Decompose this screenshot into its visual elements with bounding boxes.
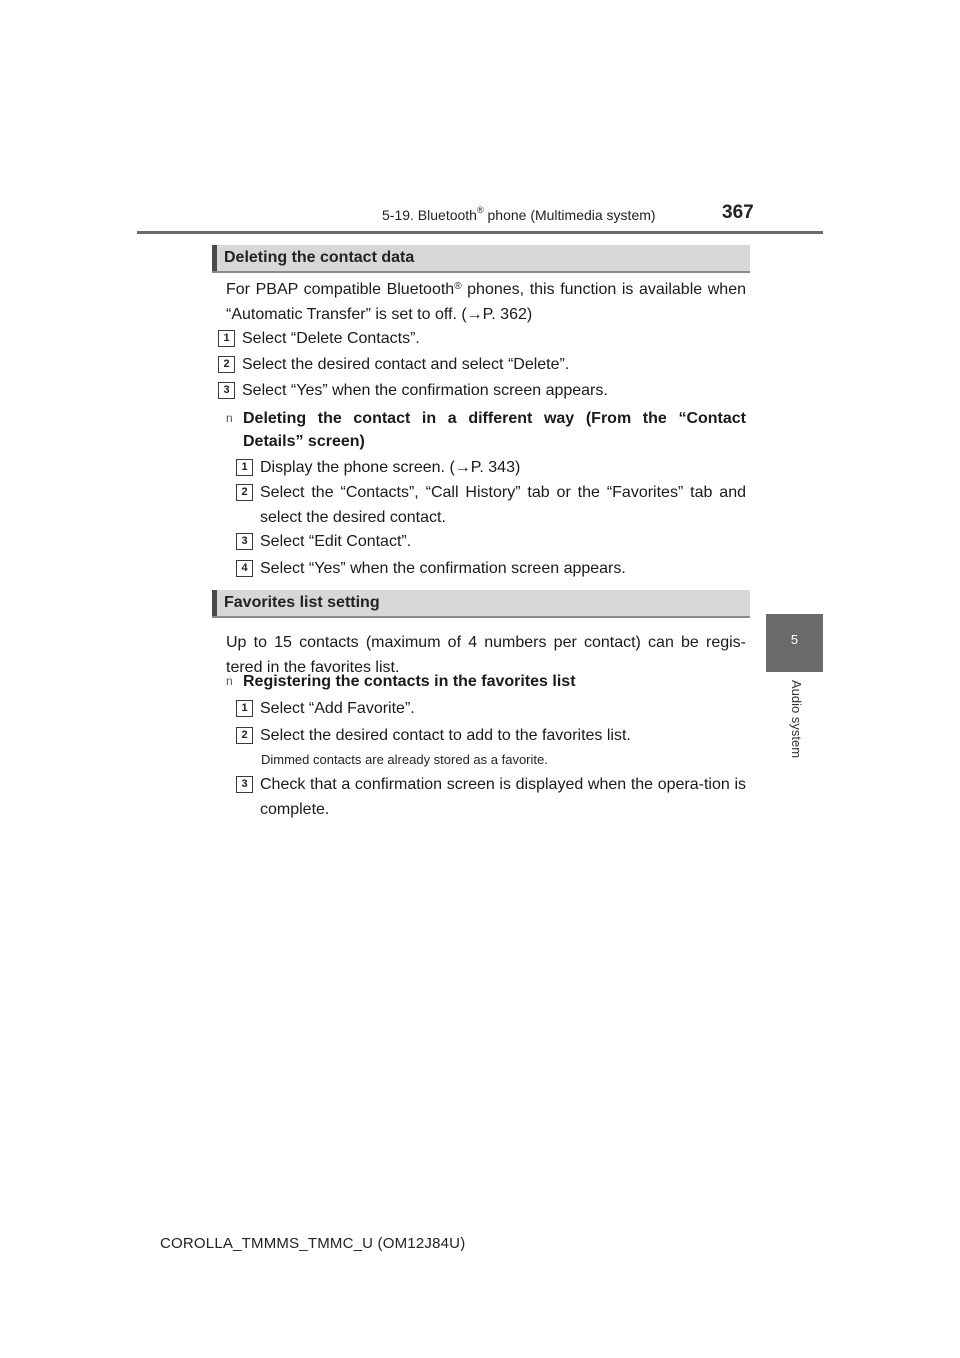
- step-text: Select the “Contacts”, “Call History” tab or the “Favorites” tab and select the desired contact.: [260, 484, 746, 526]
- subheading-register-favorites: [226, 670, 746, 693]
- step-item: [218, 326, 746, 351]
- registered-mark: ®: [476, 205, 484, 215]
- step-number-badge: 1: [236, 459, 253, 476]
- step-number-badge: 1: [218, 330, 235, 347]
- step-item: [236, 772, 746, 822]
- step-text: Select “Add Favorite”.: [260, 700, 415, 717]
- subheading-text: Registering the contacts in the favorites list: [243, 673, 576, 690]
- header-rule: [137, 231, 823, 234]
- step-item: [218, 378, 746, 403]
- header-title: [382, 207, 656, 223]
- step-text: Display the phone screen. (→P. 343): [260, 459, 521, 476]
- step-text: Select “Delete Contacts”.: [242, 330, 420, 347]
- chapter-label: Audio system: [789, 680, 804, 759]
- subheading-text: Deleting the contact in a different way (From the “Contact Details” screen): [243, 410, 746, 450]
- step-item: [218, 352, 746, 377]
- section-intro-paragraph: [226, 277, 746, 327]
- section-heading-deleting-contact-data: [212, 245, 750, 273]
- step-number-badge: 2: [236, 484, 253, 501]
- chapter-number: 5: [790, 632, 799, 647]
- header-title-text: 5-19. Bluetooth: [382, 207, 477, 223]
- subheading-delete-other-way: [226, 407, 746, 453]
- step-text: Select the desired contact and select “Delete”.: [242, 356, 570, 373]
- step-text: Select the desired contact to add to the favorites list.: [260, 727, 631, 744]
- step-text: Select “Yes” when the confirmation screen appears.: [242, 382, 608, 399]
- step-text: Check that a confirmation screen is displayed when the opera-tion is complete.: [260, 776, 746, 818]
- step-number-badge: 4: [236, 560, 253, 577]
- step-number-badge: 2: [218, 356, 235, 373]
- bullet-marker: n: [226, 674, 233, 688]
- step-number-badge: 1: [236, 700, 253, 717]
- bullet-marker: n: [226, 411, 233, 425]
- footer-document-id: COROLLA_TMMMS_TMMC_U (OM12J84U): [160, 1235, 466, 1252]
- page-number: 367: [722, 202, 754, 223]
- step-item: [236, 723, 746, 748]
- step-number-badge: 3: [236, 776, 253, 793]
- section-title: Deleting the contact data: [224, 249, 415, 266]
- step-text: Select “Edit Contact”.: [260, 533, 412, 550]
- step-number-badge: 2: [236, 727, 253, 744]
- section-heading-favorites-list-setting: [212, 590, 750, 618]
- registered-mark: ®: [454, 281, 462, 292]
- step-item: [236, 696, 746, 721]
- step-item: [236, 529, 746, 554]
- chapter-tab: [766, 614, 823, 672]
- step-number-badge: 3: [218, 382, 235, 399]
- step-text: Select “Yes” when the confirmation screen appears.: [260, 560, 626, 577]
- note-text: Dimmed contacts are already stored as a favorite.: [261, 752, 548, 767]
- intro-text-continued: phones, this function is available when “Automatic Transfer” is set to off. (→P. 362): [226, 281, 746, 323]
- step-item: [236, 556, 746, 581]
- step-item: [236, 455, 746, 480]
- step-number-badge: 3: [236, 533, 253, 550]
- section-intro-paragraph: Up to 15 contacts (maximum of 4 numbers per contact) can be regis-tered in the favorites list.: [226, 634, 746, 676]
- intro-text: For PBAP compatible Bluetooth: [226, 281, 455, 298]
- step-item: [236, 480, 746, 530]
- section-title: Favorites list setting: [224, 594, 380, 611]
- header-title-suffix: phone (Multimedia system): [483, 207, 656, 223]
